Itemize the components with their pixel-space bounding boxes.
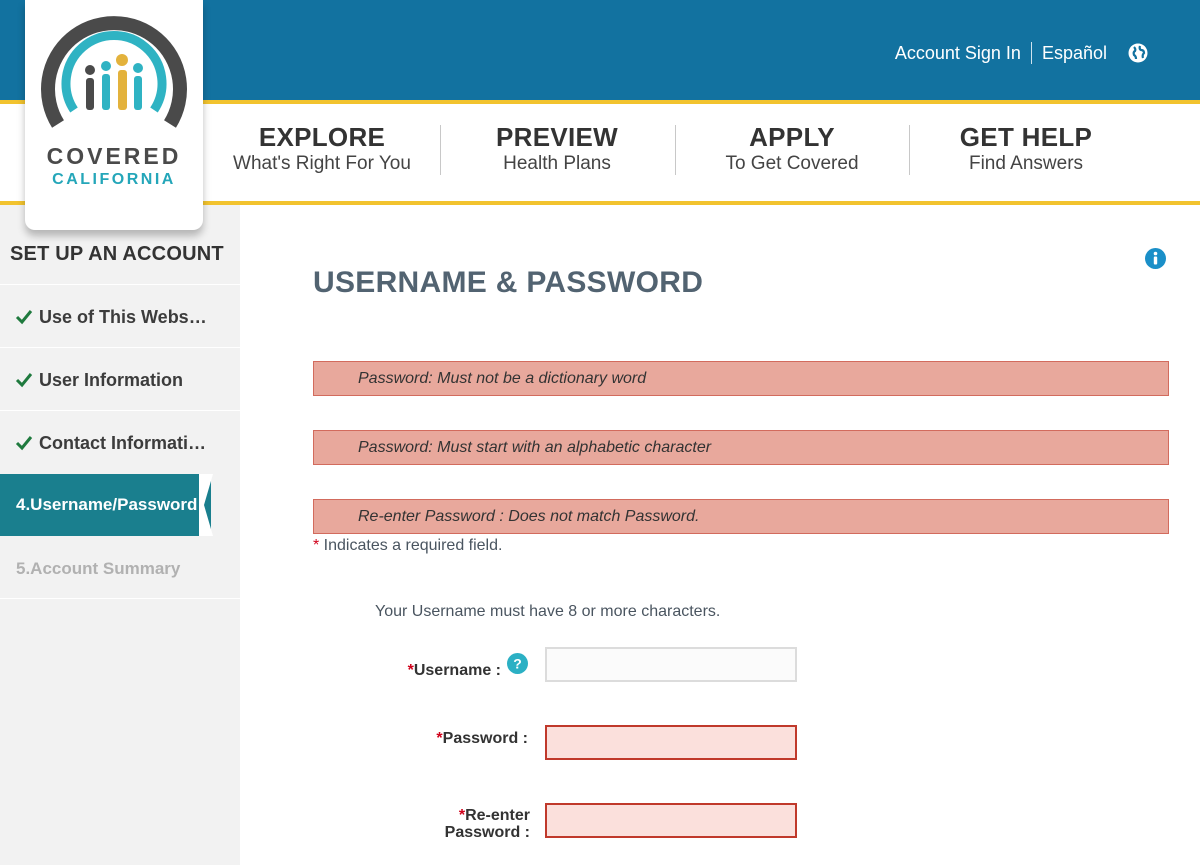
sidebar-divider [0, 347, 240, 348]
error-message: Re-enter Password : Does not match Password. [313, 499, 1169, 534]
password-input[interactable] [545, 725, 797, 760]
username-label [380, 662, 501, 679]
sidebar-divider [0, 598, 240, 599]
nav-title: APPLY [749, 122, 835, 152]
link-separator [1031, 42, 1032, 64]
error-message: Password: Must start with an alphabetic character [313, 430, 1169, 465]
step-use-of-website[interactable] [0, 286, 210, 348]
step-username-password-active[interactable] [0, 474, 211, 536]
required-asterisk: * [436, 730, 443, 747]
reenter-label-line1: Re-enter [465, 807, 530, 824]
reenter-label-line2: Password : [444, 824, 530, 841]
password-label-text: Password : [442, 730, 528, 747]
nav-title: EXPLORE [258, 122, 386, 152]
step-label: Contact Informati… [39, 432, 207, 453]
required-asterisk: * [458, 807, 466, 824]
language-link[interactable]: Español [1041, 42, 1107, 63]
nav-title: PREVIEW [495, 122, 618, 152]
nav-subtitle: Health Plans [503, 153, 611, 174]
step-account-summary: 5.Account Summary [16, 559, 181, 578]
nav-subtitle: Find Answers [968, 153, 1084, 174]
top-links [895, 42, 1148, 64]
sidebar-title: SET UP AN ACCOUNT [10, 243, 224, 265]
check-icon [15, 308, 33, 326]
nav-title: GET HELP [959, 122, 1093, 152]
logo-wordmark-california: CALIFORNIA [52, 171, 176, 188]
logo-mark-icon [40, 6, 188, 146]
required-asterisk: * [407, 662, 414, 679]
username-input[interactable] [545, 647, 797, 682]
help-icon[interactable] [507, 653, 528, 674]
svg-text:?: ? [513, 655, 522, 672]
step-label: User Information [39, 369, 184, 390]
step-label: 4.Username/Password [16, 495, 198, 514]
page-title: USERNAME & PASSWORD [313, 266, 704, 299]
account-sign-in-link[interactable]: Account Sign In [894, 42, 1021, 63]
nav-subtitle: To Get Covered [725, 153, 859, 174]
required-field-note [313, 537, 502, 555]
username-label-text: Username : [413, 662, 501, 679]
nav-get-help[interactable] [908, 122, 1144, 176]
logo-wordmark-covered: COVERED [46, 143, 182, 169]
reenter-password-label [390, 807, 530, 841]
nav-explore[interactable] [204, 122, 440, 176]
nav-preview[interactable] [439, 122, 675, 176]
required-note-text: Indicates a required field. [319, 537, 503, 554]
sidebar-divider [0, 284, 240, 285]
sidebar-divider [0, 410, 240, 411]
required-asterisk: * [313, 537, 320, 554]
check-icon [15, 434, 33, 452]
step-label: Use of This Webs… [39, 306, 207, 327]
step-user-information[interactable] [0, 349, 210, 411]
password-label [390, 730, 528, 747]
active-step-arrow-icon [199, 474, 213, 536]
info-icon[interactable] [1145, 248, 1166, 269]
nav-apply[interactable] [674, 122, 910, 176]
check-icon [15, 371, 33, 389]
username-hint: Your Username must have 8 or more characters. [375, 603, 721, 620]
reenter-password-input[interactable] [545, 803, 797, 838]
nav-subtitle: What's Right For You [233, 153, 411, 174]
step-contact-information[interactable] [0, 412, 210, 474]
error-message: Password: Must not be a dictionary word [313, 361, 1169, 396]
covered-california-logo[interactable] [25, 0, 203, 230]
globe-icon[interactable] [1128, 43, 1148, 63]
